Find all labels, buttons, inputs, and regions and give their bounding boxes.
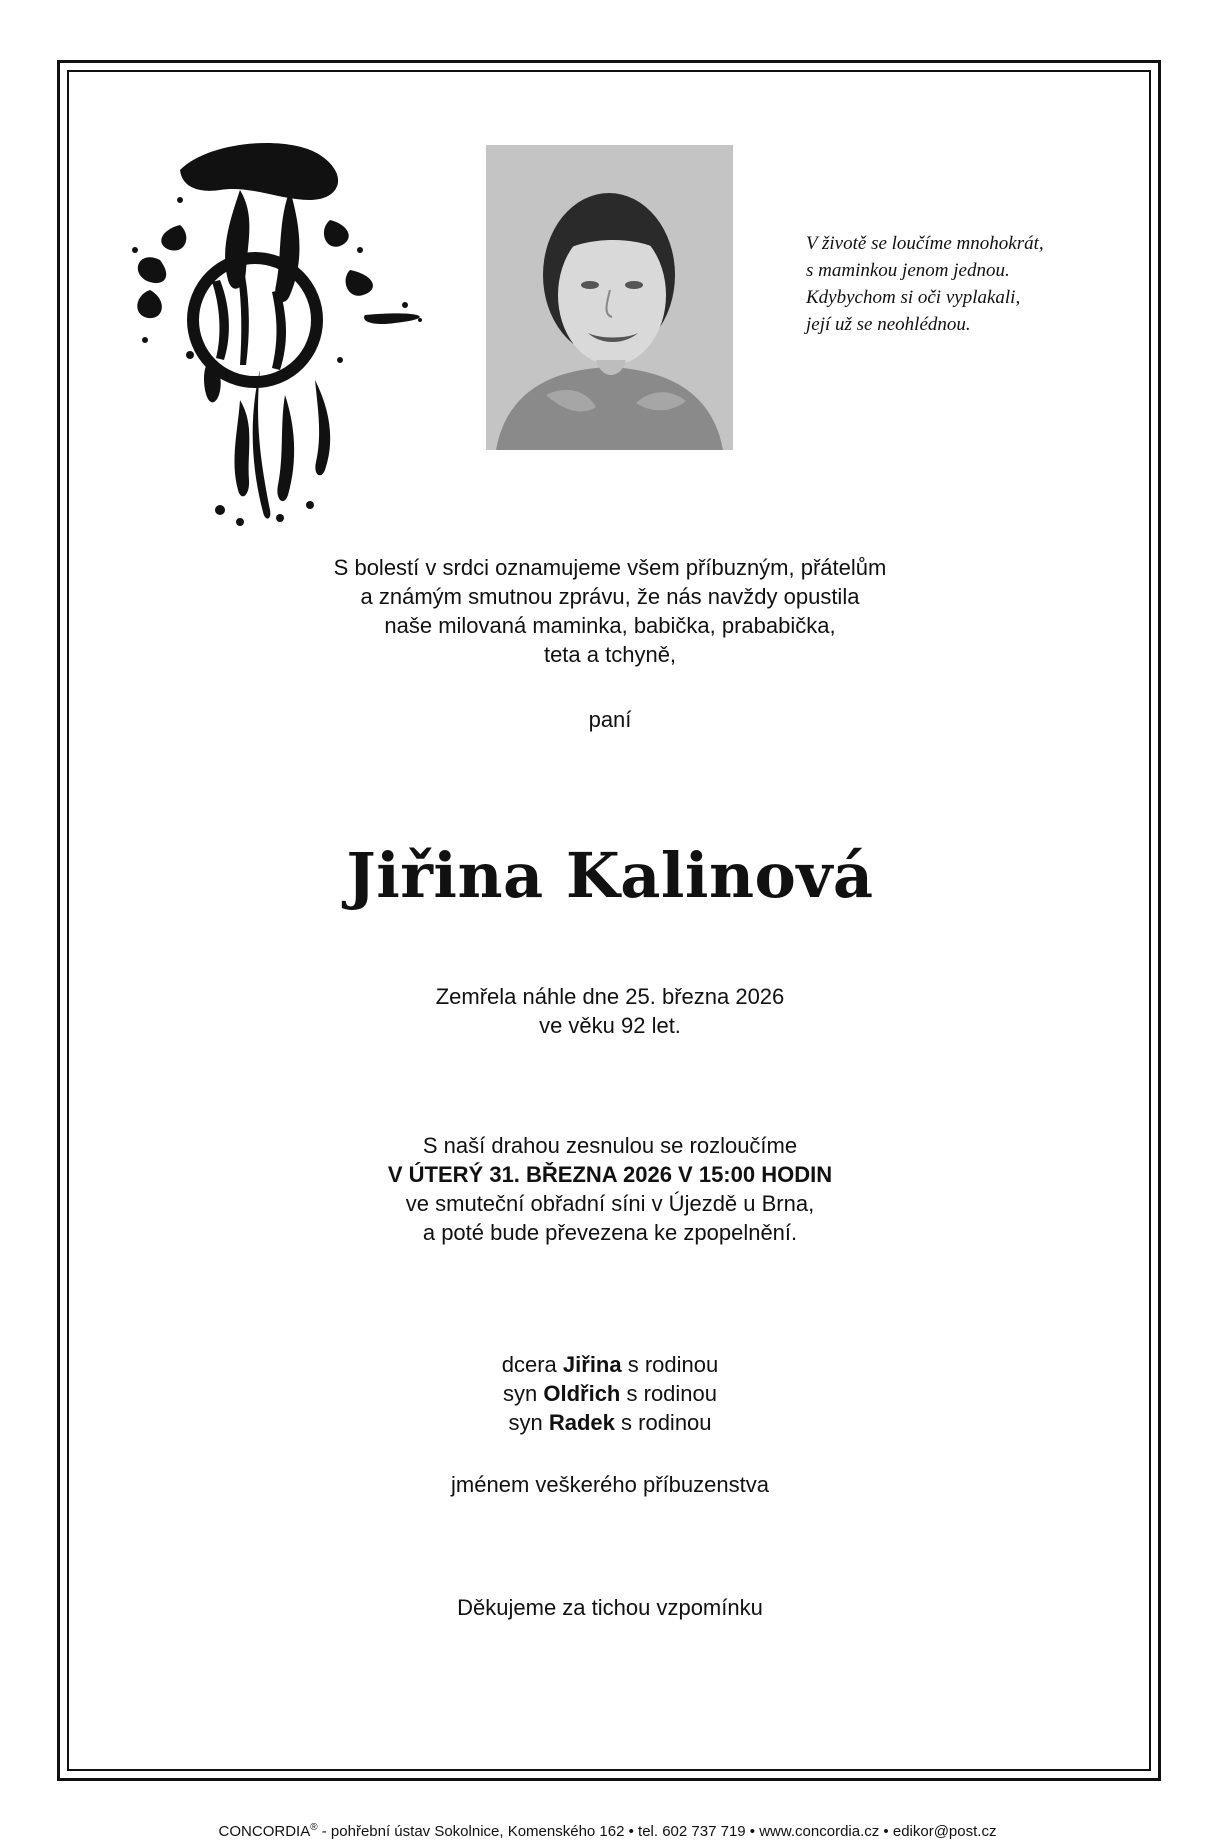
footer-brand: CONCORDIA — [218, 1823, 311, 1840]
intro-line: teta a tchyně, — [543, 642, 677, 667]
relatives-text: jménem veškerého příbuzenstva — [451, 1472, 769, 1497]
family-list — [110, 1350, 1110, 1437]
registered-mark: ® — [310, 1822, 318, 1833]
cremation-note: a poté bude převezena ke zpopelnění. — [422, 1220, 798, 1245]
intro-line: naše milovaná maminka, babička, prababička, — [384, 613, 836, 638]
intro-line: a známým smutnou zprávu, že nás navždy opustila — [360, 584, 860, 609]
quote-line: V životě se loučíme mnohokrát, — [806, 233, 1044, 254]
thanks-text: Děkujeme za tichou vzpomínku — [457, 1595, 763, 1620]
family-relation: dcera — [501, 1352, 557, 1377]
quote-line: s maminkou jenom jednou. — [806, 260, 1010, 281]
farewell-info — [110, 1131, 1110, 1247]
announcement-intro — [110, 553, 1110, 669]
honorific-text: paní — [588, 707, 632, 732]
relatives-note — [110, 1470, 1110, 1499]
family-name: Jiřina — [562, 1352, 622, 1377]
family-name: Oldřich — [543, 1381, 621, 1406]
family-relation: syn — [502, 1381, 538, 1406]
footer-contact: - pohřební ústav Sokolnice, Komenského 162 • tel. 602 737 719 • www.concordia.cz • edikor@post.cz — [317, 1823, 997, 1840]
family-member — [110, 1408, 1110, 1437]
footer — [0, 1818, 1215, 1842]
floral-ornament-icon — [120, 130, 440, 530]
family-suffix: s rodinou — [627, 1352, 719, 1377]
family-suffix: s rodinou — [621, 1410, 712, 1435]
farewell-line: S naší drahou zesnulou se rozloučíme — [422, 1133, 798, 1158]
intro-line: S bolestí v srdci oznamujeme všem příbuzným, přátelům — [333, 555, 887, 580]
death-info — [110, 982, 1110, 1040]
thanks-note — [110, 1593, 1110, 1622]
quote-line: Kdybychom si oči vyplakali, — [806, 287, 1021, 308]
ceremony-datetime: V ÚTERÝ 31. BŘEZNA 2026 V 15:00 HODIN — [387, 1162, 833, 1187]
ceremony-place: ve smuteční obřadní síni v Újezdě u Brna, — [405, 1191, 815, 1216]
honorific — [110, 705, 1110, 734]
family-member — [110, 1350, 1110, 1379]
family-name: Radek — [548, 1410, 615, 1435]
family-member — [110, 1379, 1110, 1408]
family-relation: syn — [508, 1410, 543, 1435]
family-suffix: s rodinou — [626, 1381, 718, 1406]
poem-quote — [806, 230, 1106, 338]
deceased-name: Jiřina Kalinová — [346, 839, 874, 912]
quote-line: její už se neohlédnou. — [806, 314, 971, 335]
age-line: ve věku 92 let. — [539, 1013, 681, 1038]
portrait-photo — [486, 145, 733, 450]
death-date-line: Zemřela náhle dne 25. března 2026 — [435, 984, 785, 1009]
